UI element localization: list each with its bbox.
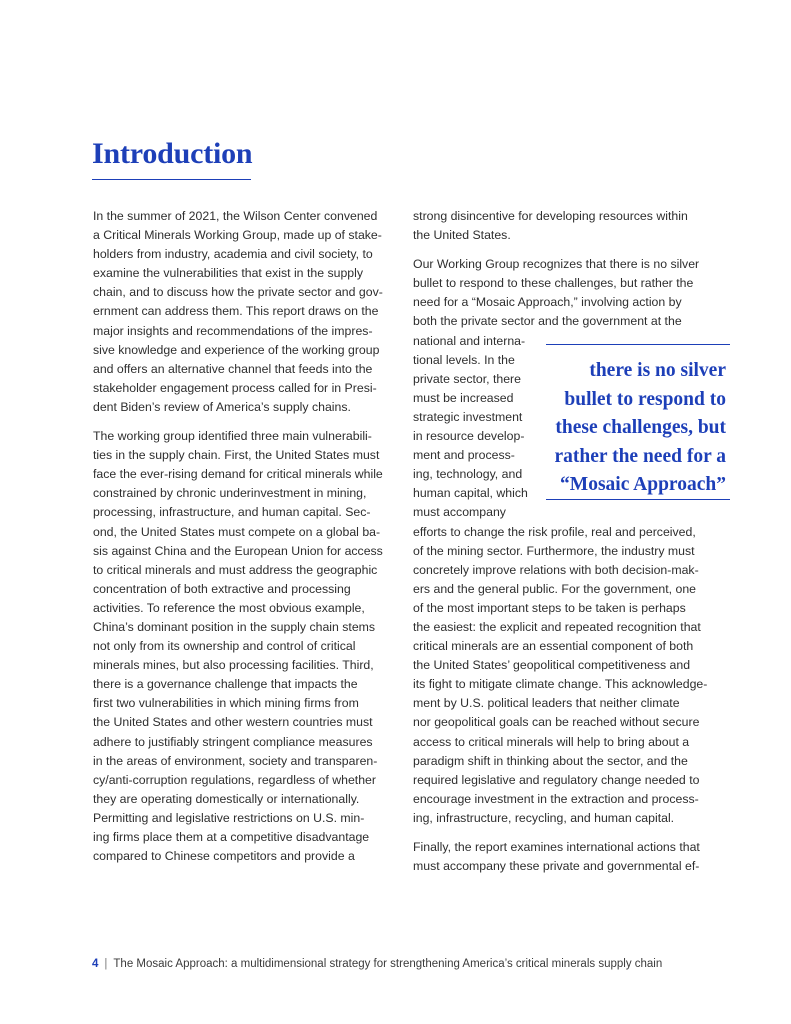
text-line: ernment can address them. This report draws on the (93, 304, 379, 319)
text-line: the easiest: the explicit and repeated recognition that (413, 619, 701, 634)
text-line: tional levels. In the (413, 352, 515, 367)
pull-quote-line: “Mosaic Approach” (560, 474, 726, 495)
text-line: ond, the United States must compete on a global ba- (93, 524, 381, 539)
text-line: chain, and to discuss how the private sector and gov- (93, 285, 383, 300)
text-line: sis against China and the European Union for access (93, 543, 383, 558)
text-line: required legislative and regulatory change needed to (413, 772, 700, 787)
text-line: human capital, which (413, 486, 528, 501)
text-line: China’s dominant position in the supply chain stems (93, 619, 376, 634)
text-line: minerals mines, but also processing facilities. Third, (93, 658, 374, 673)
paragraph (93, 207, 398, 417)
pull-quote-text (536, 357, 726, 500)
pull-quote-line: there is no silver (589, 360, 726, 381)
text-line: of the most important steps to be taken is perhaps (413, 600, 686, 615)
text-line: major insights and recommendations of the impres- (93, 323, 373, 338)
page-footer (92, 958, 662, 970)
paragraph (93, 427, 398, 866)
text-line: in the areas of environment, society and transparen- (93, 753, 378, 768)
left-column (93, 207, 398, 866)
text-line: cy/anti-corruption regulations, regardless of whether (93, 772, 376, 787)
text-line: holders from industry, academia and civil society, to (93, 247, 373, 262)
text-line: first two vulnerabilities in which mining firms from (93, 696, 359, 711)
text-line: nor geopolitical goals can be reached without secure (413, 715, 700, 730)
text-line: activities. To reference the most obvious example, (93, 600, 365, 615)
text-line: to critical minerals and must address the geographic (93, 562, 378, 577)
text-line: strategic investment (413, 409, 523, 424)
text-line: Permitting and legislative restrictions on U.S. min- (93, 810, 365, 825)
paragraph (413, 207, 733, 245)
text-line: must be increased (413, 390, 514, 405)
text-line: stakeholder engagement process called for in Presi- (93, 380, 377, 395)
text-line: ing firms place them at a competitive disadvantage (93, 830, 370, 844)
text-line: not only from its ownership and control of critical (93, 639, 356, 654)
text-line: dent Biden’s review of America’s supply chains. (93, 399, 351, 414)
text-line: the United States and other western countries must (93, 715, 373, 730)
text-line: constrained by chronic underinvestment in mining, (93, 486, 367, 501)
text-line: in resource develop- (413, 429, 525, 444)
text-line: In the summer of 2021, the Wilson Center convened (93, 209, 378, 223)
text-line: and offers an alternative channel that feeds into the (93, 361, 373, 376)
title-underline (92, 179, 251, 180)
pull-quote-line: bullet to respond to (564, 388, 726, 410)
text-line: concentration of both extractive and processing (93, 581, 351, 596)
text-line: there is a governance challenge that impacts the (93, 677, 358, 692)
text-line: private sector, there (413, 371, 521, 386)
text-line: the United States. (413, 228, 511, 243)
text-line: face the ever-rising demand for critical minerals while (93, 467, 383, 482)
text-line: of the mining sector. Furthermore, the industry must (413, 543, 695, 558)
text-line: a Critical Minerals Working Group, made up of stake- (93, 228, 382, 243)
text-line: both the private sector and the government at the (413, 314, 682, 329)
text-line: its fight to mitigate climate change. This acknowledge- (413, 677, 708, 692)
text-line: ties in the supply chain. First, the United States must (93, 448, 380, 463)
text-line: the United States’ geopolitical competitiveness and (413, 658, 691, 673)
text-line: The working group identified three main vulnerabili- (93, 429, 372, 444)
paragraph (413, 255, 733, 828)
page-number: 4 (92, 958, 99, 970)
page-title: Introduction (92, 137, 253, 170)
text-line: they are operating domestically or internationally. (93, 791, 360, 806)
text-line: adhere to justifiably stringent compliance measures (93, 734, 373, 749)
text-line: efforts to change the risk profile, real and perceived, (413, 524, 696, 539)
text-line: concretely improve relations with both decision-mak- (413, 562, 699, 577)
text-line: sive knowledge and experience of the working group (93, 342, 380, 357)
pull-quote-line: rather the need for a (554, 445, 726, 467)
text-line: national and interna- (413, 333, 526, 348)
text-line: ing, infrastructure, recycling, and human capital. (413, 810, 675, 825)
text-line: compared to Chinese competitors and provide a (93, 849, 355, 864)
text-line: bullet to respond to these challenges, but rather the (413, 276, 694, 291)
text-line: encourage investment in the extraction and process- (413, 791, 699, 806)
text-line: processing, infrastructure, and human capital. Sec- (93, 505, 371, 520)
text-line: need for a “Mosaic Approach,” involving action by (413, 295, 682, 310)
text-line: ing, technology, and (413, 467, 523, 482)
text-line: paradigm shift in thinking about the sector, and the (413, 753, 688, 768)
text-line: ment by U.S. political leaders that neither climate (413, 696, 680, 711)
text-line: ment and process- (413, 448, 515, 463)
paragraph (413, 838, 733, 876)
text-line: Finally, the report examines international actions that (413, 840, 700, 854)
text-line: strong disincentive for developing resources within (413, 209, 688, 223)
pull-quote (546, 344, 730, 500)
footer-separator: | (104, 958, 108, 970)
text-line: access to critical minerals will help to bring about a (413, 734, 690, 749)
text-line: ers and the general public. For the government, one (413, 581, 697, 596)
text-line: critical minerals are an essential component of both (413, 639, 694, 654)
pull-quote-line: these challenges, but (555, 417, 726, 438)
text-line: examine the vulnerabilities that exist in the supply (93, 266, 363, 281)
text-line: must accompany these private and governmental ef- (413, 859, 700, 874)
text-line: must accompany (413, 505, 506, 520)
text-line: Our Working Group recognizes that there is no silver (413, 257, 700, 272)
right-column (413, 207, 733, 876)
footer-text: The Mosaic Approach: a multidimensional strategy for strengthening America’s critical minerals supply chain (113, 958, 663, 970)
